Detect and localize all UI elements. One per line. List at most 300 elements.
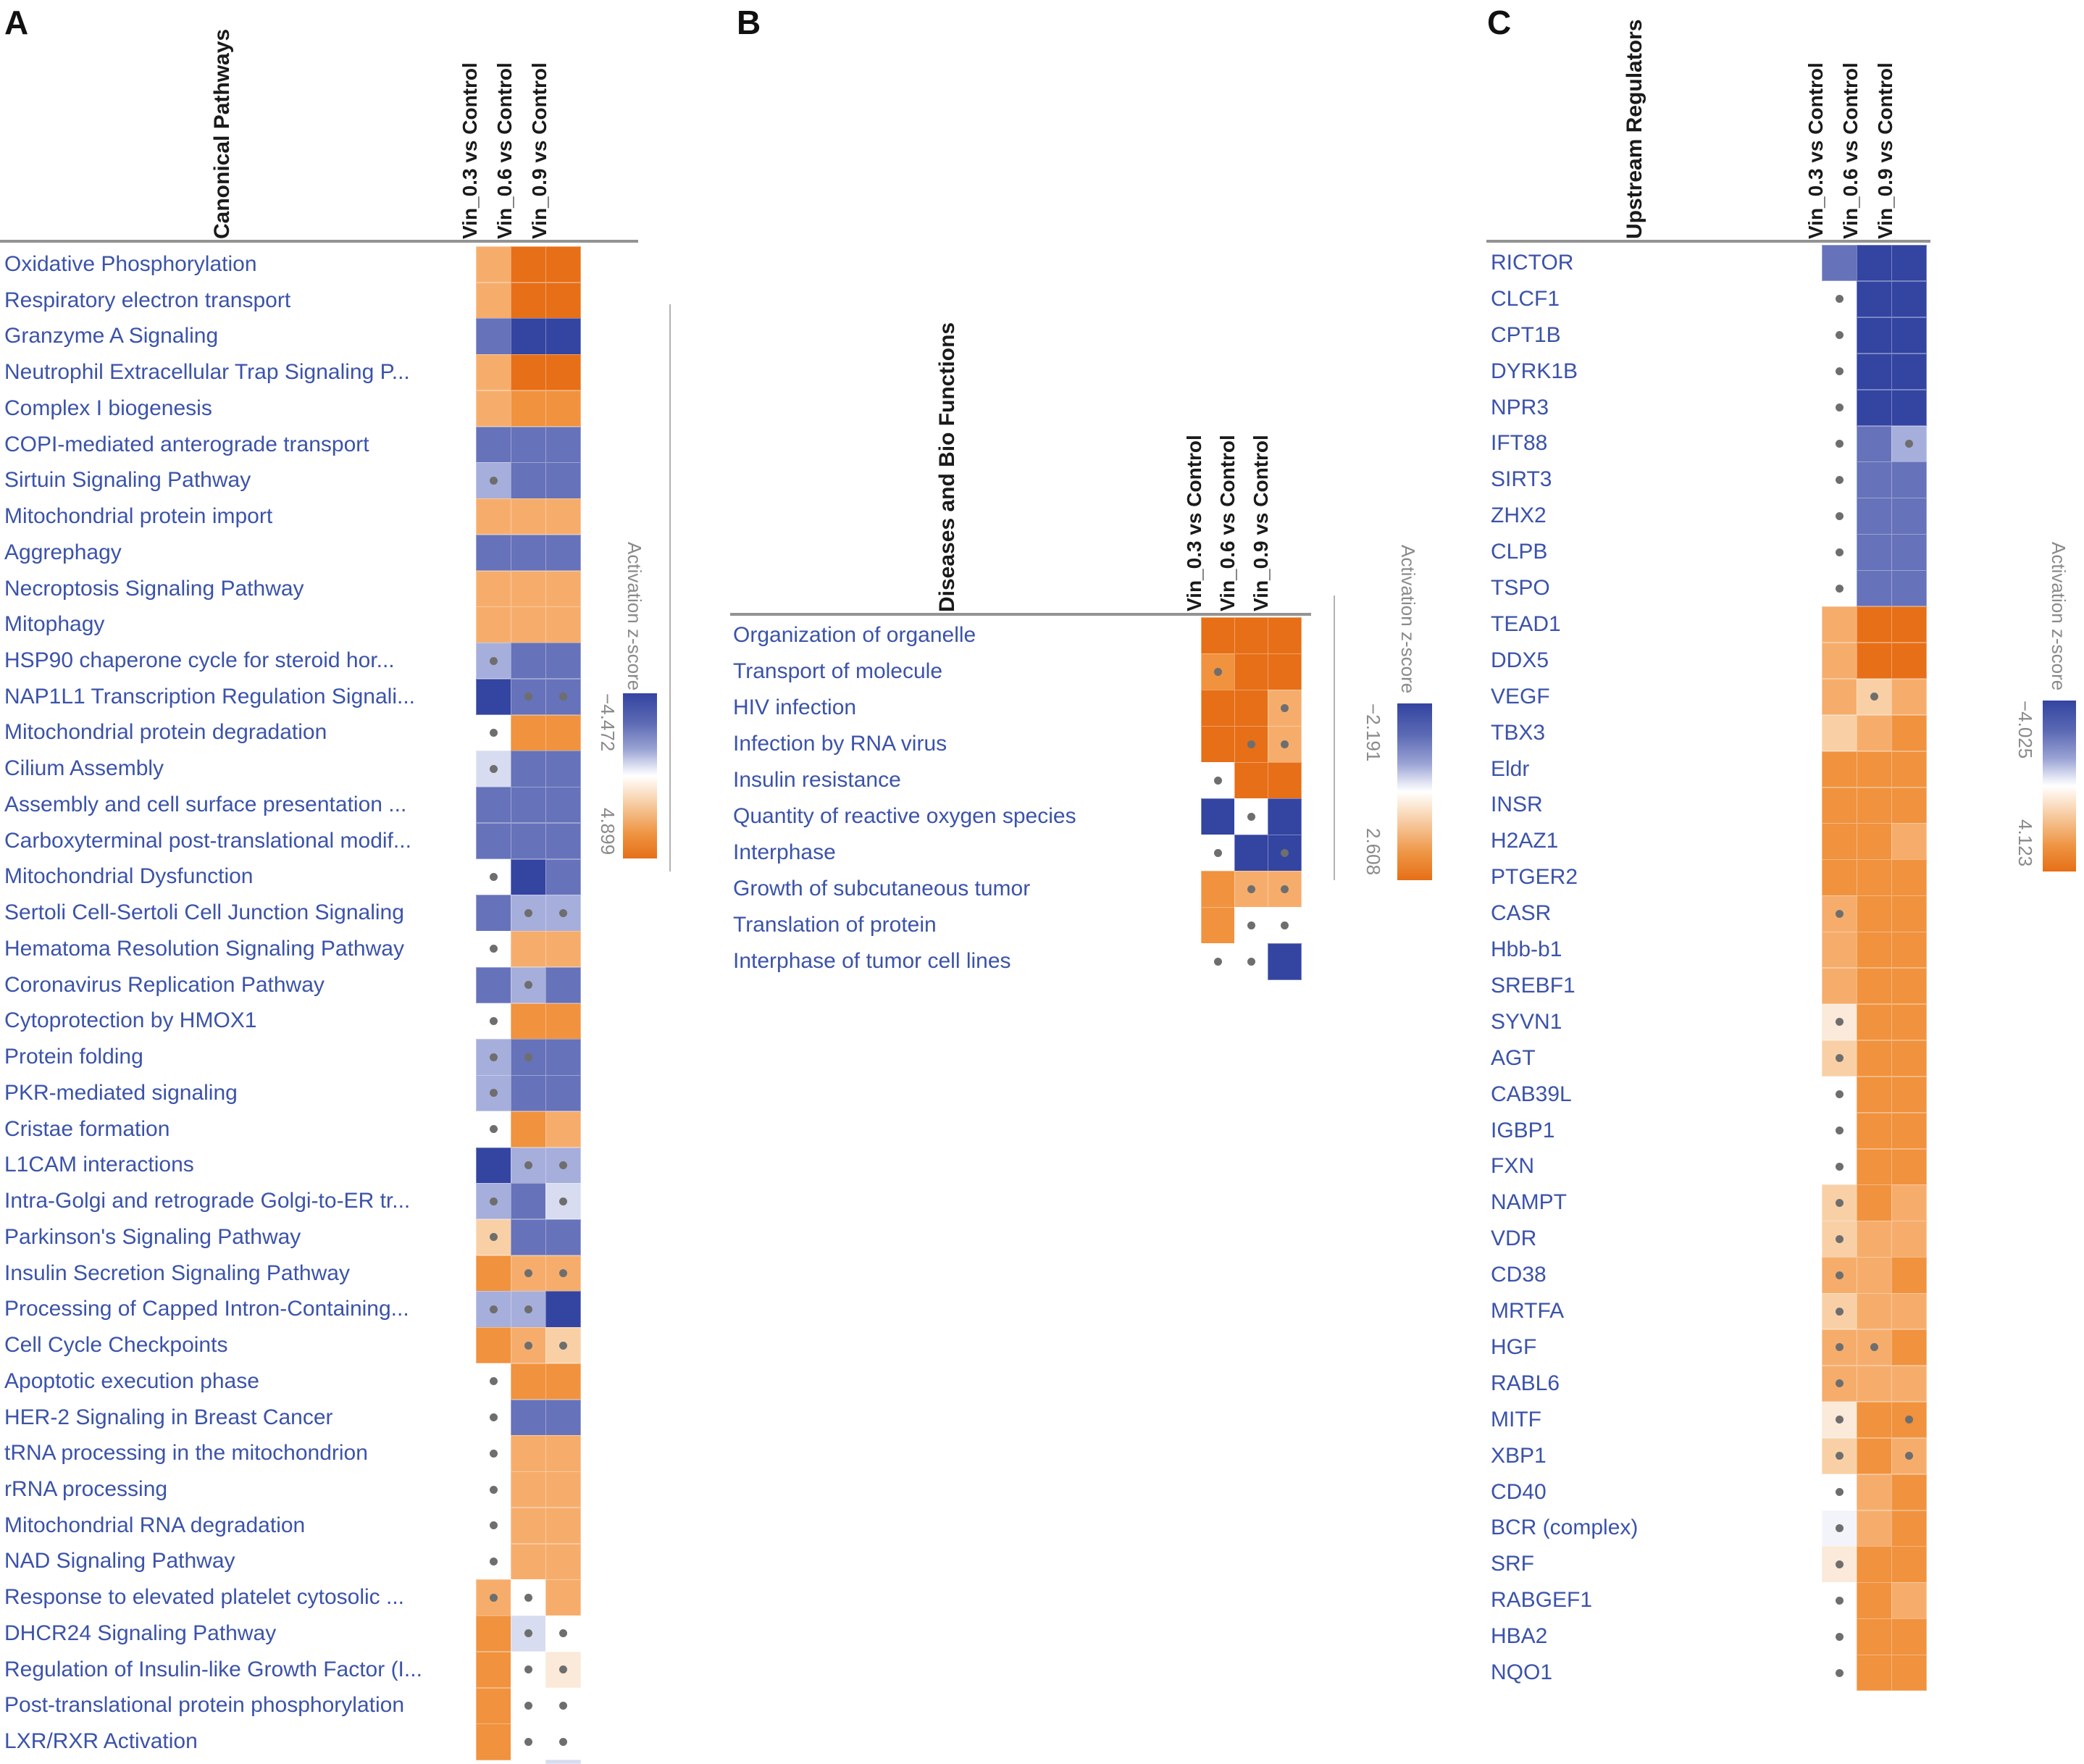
significance-dot (1214, 668, 1222, 676)
heatmap-cell (1891, 1257, 1927, 1293)
row-label: Mitochondrial RNA degradation (4, 1513, 306, 1537)
column-header: Vin_0.6 vs Control (1839, 62, 1862, 239)
column-header: Vin_0.3 vs Control (1183, 435, 1205, 611)
heatmap-cell (1268, 943, 1302, 980)
row-label: Cilium Assembly (4, 756, 164, 781)
heatmap-cell (545, 715, 581, 751)
significance-dot (1836, 331, 1844, 339)
row-label: Assembly and cell surface presentation ... (4, 792, 407, 816)
heatmap-cell (511, 859, 546, 895)
significance-dot (490, 1413, 498, 1421)
row-label: NPR3 (1491, 395, 1549, 419)
panel-b-legend-line (1334, 595, 1335, 880)
row-label: NQO1 (1491, 1660, 1553, 1685)
row-label: DDX5 (1491, 648, 1549, 672)
row-label: Growth of subcutaneous tumor (733, 877, 1031, 900)
significance-dot (1836, 548, 1844, 556)
row-label: H2AZ1 (1491, 829, 1559, 853)
heatmap-cell (1891, 1293, 1927, 1329)
row-label: CD40 (1491, 1479, 1547, 1504)
significance-dot (490, 477, 498, 485)
row-label: TSPO (1491, 576, 1550, 601)
heatmap-cell (1268, 798, 1302, 835)
row-label: Apoptotic execution phase (4, 1368, 259, 1393)
heatmap-cell (1891, 1474, 1927, 1510)
heatmap-cell (1822, 968, 1857, 1004)
significance-dot (490, 1558, 498, 1566)
significance-dot (1836, 1271, 1844, 1279)
row-label: HSP90 chaperone cycle for steroid hor... (4, 648, 395, 672)
heatmap-cell (511, 1219, 546, 1255)
heatmap-cell (1891, 317, 1927, 354)
heatmap-cell (1234, 653, 1268, 690)
heatmap-cell (1822, 643, 1857, 679)
significance-dot (1281, 885, 1289, 893)
heatmap-cell (1857, 1077, 1892, 1113)
row-label: Interphase (733, 840, 836, 864)
panel-c-title: Upstream Regulators (1623, 19, 1646, 239)
heatmap-cell (1201, 907, 1235, 944)
heatmap-cell (1857, 281, 1892, 317)
row-label: CD38 (1491, 1263, 1547, 1287)
heatmap-cell (511, 931, 546, 967)
heatmap-cell (511, 1508, 546, 1544)
row-label: HBA2 (1491, 1624, 1548, 1649)
column-header: Vin_0.9 vs Control (1874, 62, 1896, 239)
heatmap-cell (1857, 245, 1892, 281)
row-label: COPI-mediated anterograde transport (4, 432, 369, 456)
heatmap-cell (1891, 859, 1927, 895)
heatmap-cell (476, 967, 511, 1003)
heatmap-cell (1891, 679, 1927, 715)
heatmap-cell (1234, 690, 1268, 727)
heatmap-cell (545, 967, 581, 1003)
heatmap-cell (1857, 968, 1892, 1004)
row-label: SIRT3 (1491, 467, 1552, 492)
row-label: Aggrephagy (4, 540, 122, 564)
panel-b-legend-min: −2.191 (1363, 703, 1384, 762)
heatmap-cell (545, 427, 581, 463)
heatmap-cell (511, 1363, 546, 1400)
heatmap-cell (511, 283, 546, 319)
heatmap-cell (545, 318, 581, 354)
heatmap-cell (476, 390, 511, 427)
heatmap-cell (476, 535, 511, 571)
row-label: Infection by RNA virus (733, 732, 947, 756)
heatmap-cell (1891, 1221, 1927, 1257)
row-label: Carboxyterminal post-translational modif... (4, 828, 411, 853)
heatmap-cell (476, 1723, 511, 1760)
row-label: NAP1L1 Transcription Regulation Signali... (4, 684, 415, 708)
significance-dot (1836, 585, 1844, 593)
row-label: Transport of molecule (733, 659, 943, 683)
heatmap-cell (1857, 534, 1892, 570)
heatmap-cell (1891, 1004, 1927, 1040)
heatmap-cell (1857, 1221, 1892, 1257)
panel-b-letter: B (737, 4, 761, 41)
significance-dot (490, 657, 498, 665)
heatmap-cell (511, 390, 546, 427)
heatmap-cell (1857, 1655, 1892, 1691)
significance-dot (490, 729, 498, 737)
significance-dot (1836, 440, 1844, 448)
heatmap-cell (511, 462, 546, 498)
row-label: Cell Cycle Checkpoints (4, 1333, 228, 1358)
significance-dot (1836, 367, 1844, 375)
heatmap-cell (1857, 1004, 1892, 1040)
heatmap-cell (1234, 617, 1268, 654)
heatmap-cell (1201, 871, 1235, 908)
significance-dot (1836, 1452, 1844, 1460)
significance-dot (490, 945, 498, 953)
row-label: DYRK1B (1491, 359, 1578, 383)
significance-dot (524, 1053, 532, 1061)
significance-dot (524, 1594, 532, 1602)
heatmap-cell (1891, 461, 1927, 498)
row-label: HGF (1491, 1334, 1537, 1359)
heatmap-cell (476, 1255, 511, 1292)
heatmap-cell (1857, 1438, 1892, 1474)
heatmap-cell (1891, 1329, 1927, 1366)
heatmap-cell (545, 823, 581, 859)
significance-dot (524, 693, 532, 701)
row-label: VEGF (1491, 684, 1550, 708)
row-label: SRF (1491, 1552, 1534, 1576)
heatmap-cell (511, 427, 546, 463)
heatmap-cell (1857, 570, 1892, 606)
row-label: NAMPT (1491, 1190, 1567, 1215)
significance-dot (1214, 958, 1222, 966)
heatmap-cell (1891, 1077, 1927, 1113)
heatmap-cell (511, 354, 546, 390)
heatmap-cell (1822, 715, 1857, 751)
panel-b-legend-label: Activation z-score (1397, 545, 1419, 694)
panel-a-legend-max: 4.899 (597, 808, 619, 856)
significance-dot (490, 1197, 498, 1205)
significance-dot (490, 1521, 498, 1529)
significance-dot (559, 1342, 567, 1350)
heatmap-cell (511, 1003, 546, 1040)
row-label: Coronavirus Replication Pathway (4, 972, 325, 997)
column-header: Vin_0.9 vs Control (1250, 435, 1272, 611)
heatmap-cell (511, 823, 546, 859)
heatmap-cell (1268, 762, 1302, 799)
significance-dot (1247, 958, 1255, 966)
significance-dot (490, 1125, 498, 1133)
panel-a-title: Canonical Pathways (210, 28, 234, 239)
heatmap-cell (1891, 643, 1927, 679)
panel-a-header-rule (0, 240, 638, 243)
heatmap-cell (1891, 281, 1927, 317)
significance-dot (1836, 404, 1844, 411)
heatmap-cell (545, 354, 581, 390)
significance-dot (524, 981, 532, 989)
heatmap-cell (1268, 653, 1302, 690)
heatmap-cell (545, 787, 581, 823)
significance-dot (1836, 1416, 1844, 1424)
significance-dot (490, 1377, 498, 1385)
heatmap-cell (1234, 762, 1268, 799)
significance-dot (1905, 1416, 1913, 1424)
significance-dot (1905, 1452, 1913, 1460)
row-label: RICTOR (1491, 250, 1574, 275)
heatmap-cell (511, 787, 546, 823)
heatmap-cell (1822, 606, 1857, 643)
heatmap-cell (545, 535, 581, 571)
heatmap-cell (1857, 895, 1892, 932)
significance-dot (490, 765, 498, 773)
row-label: CAB39L (1491, 1082, 1572, 1106)
column-header: Vin_0.6 vs Control (1216, 435, 1239, 611)
heatmap-cell (1201, 617, 1235, 654)
heatmap-cell (545, 1039, 581, 1075)
significance-dot (1836, 1308, 1844, 1316)
row-label: SYVN1 (1491, 1009, 1562, 1034)
heatmap-cell (1822, 245, 1857, 281)
row-label: Sertoli Cell-Sertoli Cell Junction Signaling (4, 900, 404, 925)
row-label: DHCR24 Signaling Pathway (4, 1621, 277, 1645)
panel-c-legend-max: 4.123 (2014, 819, 2036, 867)
heatmap-cell (545, 1544, 581, 1580)
row-label: SREBF1 (1491, 973, 1575, 998)
heatmap-cell (1891, 823, 1927, 859)
significance-dot (1281, 704, 1289, 712)
significance-dot (490, 1233, 498, 1241)
row-label: CPT1B (1491, 322, 1561, 347)
significance-dot (559, 693, 567, 701)
heatmap-cell (1891, 751, 1927, 787)
panel-b-colorbar (1397, 703, 1432, 880)
heatmap-cell (1857, 426, 1892, 462)
heatmap-cell (1891, 354, 1927, 390)
heatmap-cell (511, 1544, 546, 1580)
heatmap-cell (1857, 1510, 1892, 1547)
heatmap-cell (1857, 317, 1892, 354)
significance-dot (1836, 1669, 1844, 1677)
significance-dot (1214, 777, 1222, 785)
heatmap-cell (511, 318, 546, 354)
row-label: Hbb-b1 (1491, 937, 1562, 962)
row-label: Cytoprotection by HMOX1 (4, 1008, 257, 1033)
heatmap-cell (476, 1148, 511, 1184)
heatmap-cell (1857, 1257, 1892, 1293)
heatmap-cell (1891, 1510, 1927, 1547)
significance-dot (559, 1269, 567, 1277)
heatmap-cell (545, 1219, 581, 1255)
heatmap-cell (545, 283, 581, 319)
heatmap-cell (545, 1291, 581, 1327)
heatmap-cell (1857, 1366, 1892, 1402)
heatmap-cell (511, 246, 546, 283)
row-label: Mitophagy (4, 612, 105, 637)
row-label: Parkinson's Signaling Pathway (4, 1224, 301, 1249)
row-label: Protein folding (4, 1045, 143, 1069)
row-label: XBP1 (1491, 1443, 1547, 1468)
row-label: L1CAM interactions (4, 1153, 194, 1177)
heatmap-cell (1891, 245, 1927, 281)
row-label: Regulation of Insulin-like Growth Factor (I... (4, 1657, 422, 1681)
heatmap-cell (1891, 606, 1927, 643)
significance-dot (490, 1486, 498, 1494)
heatmap-cell (1891, 390, 1927, 426)
heatmap-cell (511, 1183, 546, 1219)
heatmap-cell (1891, 1618, 1927, 1655)
heatmap-cell (1891, 1184, 1927, 1221)
heatmap-cell (1201, 690, 1235, 727)
heatmap-cell (1201, 798, 1235, 835)
row-label: Neutrophil Extracellular Trap Signaling P... (4, 360, 410, 385)
heatmap-cell (476, 895, 511, 931)
heatmap-cell (1857, 859, 1892, 895)
panel-c-letter: C (1487, 4, 1512, 41)
panel-c-colorbar (2043, 701, 2076, 871)
heatmap-cell (476, 246, 511, 283)
significance-dot (524, 1342, 532, 1350)
heatmap-cell (476, 427, 511, 463)
heatmap-cell (545, 931, 581, 967)
row-label: CLPB (1491, 540, 1548, 564)
heatmap-cell (1891, 534, 1927, 570)
significance-dot (490, 873, 498, 881)
significance-dot (1247, 885, 1255, 893)
row-label: Cristae formation (4, 1116, 170, 1141)
heatmap-cell (511, 1111, 546, 1148)
heatmap-cell (1857, 1582, 1892, 1618)
significance-dot (490, 1089, 498, 1097)
heatmap-cell (545, 390, 581, 427)
heatmap-cell (511, 535, 546, 571)
heatmap-cell (1857, 606, 1892, 643)
row-label: IFT88 (1491, 431, 1548, 456)
heatmap-cell (545, 1363, 581, 1400)
row-label: Complex I biogenesis (4, 396, 212, 420)
significance-dot (1836, 910, 1844, 918)
significance-dot (1836, 1379, 1844, 1387)
row-label: BCR (complex) (1491, 1516, 1639, 1540)
heatmap-cell (1891, 1582, 1927, 1618)
heatmap-cell (545, 1400, 581, 1436)
row-label: MITF (1491, 1407, 1541, 1431)
panel-a-legend-label: Activation z-score (624, 542, 645, 691)
row-label: Intra-Golgi and retrograde Golgi-to-ER tr... (4, 1189, 411, 1213)
row-label: VDR (1491, 1226, 1537, 1251)
row-label: Respiratory electron transport (4, 288, 291, 312)
row-label: rRNA processing (4, 1477, 168, 1502)
significance-dot (1247, 740, 1255, 748)
significance-dot (1836, 1488, 1844, 1496)
heatmap-cell (1857, 715, 1892, 751)
significance-dot (1836, 1199, 1844, 1207)
panel-a-colorbar (623, 693, 657, 858)
heatmap-cell (1822, 932, 1857, 968)
significance-dot (1836, 1343, 1844, 1351)
heatmap-cell (511, 751, 546, 787)
heatmap-cell (1891, 932, 1927, 968)
heatmap-cell (545, 571, 581, 607)
significance-dot (1836, 1560, 1844, 1568)
heatmap-cell (476, 1327, 511, 1363)
row-label: Eldr (1491, 756, 1530, 781)
heatmap-cell (476, 606, 511, 643)
heatmap-cell (476, 679, 511, 715)
significance-dot (1247, 921, 1255, 929)
row-label: PKR-mediated signaling (4, 1080, 238, 1105)
row-label: CLCF1 (1491, 286, 1560, 311)
significance-dot (1281, 849, 1289, 857)
significance-dot (524, 1305, 532, 1313)
row-label: Response to elevated platelet cytosolic ... (4, 1585, 404, 1610)
significance-dot (1870, 1343, 1878, 1351)
heatmap-cell (545, 859, 581, 895)
column-header: Vin_0.9 vs Control (528, 62, 551, 239)
heatmap-cell (1857, 354, 1892, 390)
heatmap-cell (1857, 1618, 1892, 1655)
heatmap-cell (511, 1435, 546, 1471)
heatmap-cell (1822, 787, 1857, 824)
heatmap-cell (1857, 1474, 1892, 1510)
significance-dot (1214, 849, 1222, 857)
row-label: Sirtuin Signaling Pathway (4, 468, 251, 493)
significance-dot (1836, 1597, 1844, 1605)
heatmap-cell-partial (545, 1760, 581, 1764)
row-label: FXN (1491, 1154, 1534, 1179)
significance-dot (1836, 295, 1844, 303)
panel-c-header-rule (1486, 240, 1930, 243)
heatmap-cell (1891, 895, 1927, 932)
significance-dot (1905, 440, 1913, 448)
row-label: Post-translational protein phosphorylation (4, 1693, 404, 1718)
row-label: AGT (1491, 1045, 1536, 1070)
heatmap-cell (511, 498, 546, 535)
heatmap-cell (545, 751, 581, 787)
significance-dot (524, 1738, 532, 1746)
significance-dot (559, 909, 567, 917)
row-label: TBX3 (1491, 720, 1546, 745)
significance-dot (524, 1161, 532, 1169)
significance-dot (559, 1629, 567, 1637)
heatmap-cell (1268, 617, 1302, 654)
significance-dot (524, 1665, 532, 1673)
panel-c-legend-label: Activation z-score (2048, 542, 2070, 691)
significance-dot (1836, 1163, 1844, 1171)
row-label: tRNA processing in the mitochondrion (4, 1441, 368, 1466)
heatmap-cell (1857, 461, 1892, 498)
heatmap-cell (545, 1003, 581, 1040)
panel-b-title: Diseases and Bio Functions (935, 322, 959, 612)
row-label: NAD Signaling Pathway (4, 1549, 235, 1573)
row-label: Organization of organelle (733, 623, 976, 647)
heatmap-cell (511, 571, 546, 607)
heatmap-cell (1891, 1546, 1927, 1582)
heatmap-cell (1857, 390, 1892, 426)
significance-dot (490, 1017, 498, 1025)
heatmap-cell (545, 1508, 581, 1544)
heatmap-cell (1822, 823, 1857, 859)
heatmap-cell (1822, 859, 1857, 895)
heatmap-cell (476, 1615, 511, 1652)
panel-b-header-rule (730, 613, 1311, 616)
heatmap-cell (1857, 1113, 1892, 1149)
heatmap-cell (1891, 968, 1927, 1004)
significance-dot (524, 1629, 532, 1637)
heatmap-cell (476, 283, 511, 319)
significance-dot (490, 1450, 498, 1458)
heatmap-cell (511, 643, 546, 679)
row-label: Granzyme A Signaling (4, 324, 219, 348)
row-label: Translation of protein (733, 913, 937, 937)
heatmap-cell (1857, 823, 1892, 859)
significance-dot (1836, 1126, 1844, 1134)
